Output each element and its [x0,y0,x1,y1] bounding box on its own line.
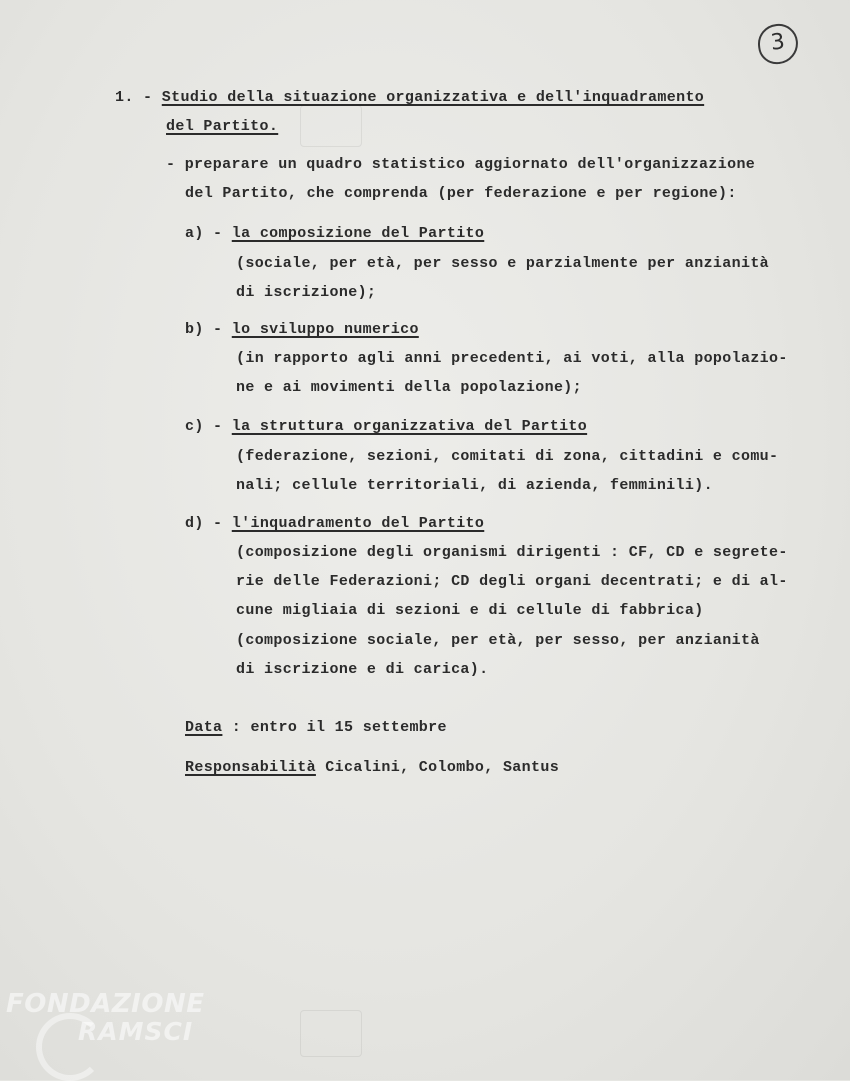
page-number: 3 [756,22,800,66]
list-item-c [185,417,587,437]
watermark-line-2: RAMSCI [78,1017,194,1046]
date-label: Data [185,719,223,736]
item-title: la struttura organizzativa del Partito [231,418,588,435]
item-text-line: (in rapporto agli anni precedenti, ai voti, alla popolazio- [236,350,788,367]
item-text-line: rie delle Federazioni; CD degli organi decentrati; e di al- [236,573,788,590]
list-item-a [185,224,484,244]
heading-line-2: del Partito. [166,118,279,135]
watermark-g-logo [36,1013,104,1081]
item-text-line: nali; cellule territoriali, di azienda, femminili). [236,477,713,494]
intro-line-1: - preparare un quadro statistico aggiornato dell'organizzazione [166,156,756,173]
list-item-d [185,514,484,534]
item-text-line: (sociale, per età, per sesso e parzialmente per anzianità [236,255,770,272]
heading-title: Studio della situazione organizzativa e dell'inquadramento [161,89,705,106]
date-value: entro il 15 settembre [250,719,447,736]
fondazione-gramsci-watermark [6,985,216,1075]
item-text-line: (composizione sociale, per età, per sesso, per anzianità [236,632,760,649]
date-separator: : [231,719,242,736]
item-text-line: (composizione degli organismi dirigenti : CF, CD e segrete- [236,544,788,561]
item-text-line: di iscrizione e di carica). [236,661,489,678]
item-title: l'inquadramento del Partito [231,515,485,532]
intro-line-2: del Partito, che comprenda (per federazione e per regione): [185,185,737,202]
item-marker: c) - [185,418,223,435]
list-item-b [185,320,419,340]
item-text-line: (federazione, sezioni, comitati di zona, cittadini e comu- [236,448,779,465]
bleed-through-mark [300,1010,362,1057]
item-marker: d) - [185,515,223,532]
responsibility-line [185,758,559,778]
item-marker: a) - [185,225,223,242]
responsibility-label: Responsabilità [185,759,316,776]
date-line [185,718,447,738]
responsibility-value: Cicalini, Colombo, Santus [325,759,560,776]
item-text-line: ne e ai movimenti della popolazione); [236,379,583,396]
item-marker: b) - [185,321,223,338]
heading-number: 1. - [115,89,153,106]
item-title: lo sviluppo numerico [231,321,419,338]
heading-line-1 [115,88,704,108]
bleed-through-mark [300,105,362,147]
item-text-line: cune migliaia di sezioni e di cellule di fabbrica) [236,602,704,619]
watermark-line-1: FONDAZIONE [6,989,205,1019]
item-title: la composizione del Partito [231,225,485,242]
item-text-line: di iscrizione); [236,284,377,301]
